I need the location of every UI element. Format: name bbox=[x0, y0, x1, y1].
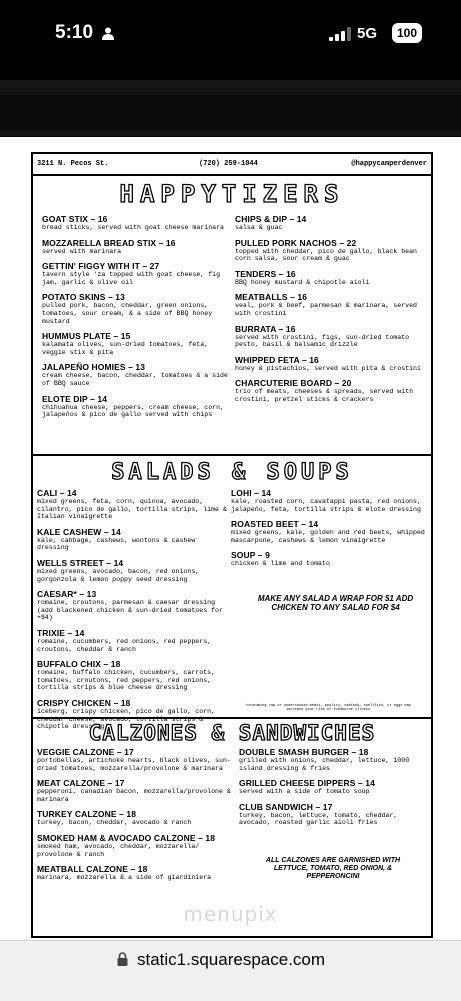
menu-item-name: DOUBLE SMASH BURGER – 18 bbox=[239, 747, 369, 757]
menu-item-name: ELOTE DIP – 14 bbox=[42, 393, 108, 404]
menu-item-name: TURKEY CALZONE – 18 bbox=[37, 809, 137, 820]
menu-item bbox=[37, 558, 229, 583]
menu-item-name: CHIPS & DIP – 14 bbox=[235, 214, 307, 224]
network-label: 5G bbox=[357, 25, 378, 42]
battery-icon: 100 bbox=[392, 23, 422, 43]
salads-section bbox=[33, 456, 431, 731]
menu-item bbox=[42, 292, 232, 325]
menu-item-description: bread sticks, served with goat cheese marinara bbox=[42, 224, 225, 231]
signal-icon bbox=[329, 27, 351, 41]
menu-item-description: marinara, mozzarella & a side of giardiniera bbox=[37, 874, 212, 882]
menu-item-name: SMOKED HAM & AVOCADO CALZONE – 18 bbox=[37, 832, 216, 843]
menu-item-description: trio of meats, cheeses & spreads, served with crostini, pretzel sticks & crackers bbox=[235, 388, 414, 403]
menu-item-name: GETTIN' FIGGY WITH IT – 27 bbox=[42, 261, 160, 272]
menu-item-name: JALAPEÑO HOMIES – 13 bbox=[42, 362, 146, 373]
menu-item-name: ROASTED BEET – 14 bbox=[231, 519, 319, 530]
menu-item bbox=[37, 589, 229, 622]
menu-item-name: POTATO SKINS – 13 bbox=[42, 292, 125, 303]
menu-item-description: salsa & guac bbox=[235, 224, 283, 231]
calzones-right-column bbox=[239, 747, 427, 833]
menu-item bbox=[235, 269, 425, 287]
social-handle: @happycamperdenver bbox=[351, 160, 427, 168]
happytizers-section bbox=[33, 174, 431, 456]
menu-item bbox=[239, 802, 427, 827]
menu-item-name: MEATBALL CALZONE – 18 bbox=[37, 864, 148, 875]
person-icon bbox=[102, 27, 114, 40]
menu-item-description: pulled pork, bacon, cheddar, green onions, tomatoes, sour cream, & a side of BBQ honey mustard bbox=[42, 302, 213, 325]
menu-item-name: CAESAR* – 13 bbox=[37, 589, 97, 600]
menu-item-description: turkey, bacon, lettuce, tomato, cheddar, avocado, roasted garlic aioli fries bbox=[239, 811, 398, 827]
menu-item-name: SOUP – 9 bbox=[231, 550, 270, 561]
menu-item-name: CLUB SANDWICH – 17 bbox=[239, 801, 333, 812]
dark-band bbox=[0, 95, 461, 130]
menu-item bbox=[239, 747, 427, 772]
menu-item-description: topped with cheddar, pico de gallo, black bean corn salsa, sour cream & guac bbox=[235, 247, 418, 263]
menu-item-description: served with crostini, figs, sun-dried tomato pesto, basil & balsamic drizzle bbox=[235, 333, 410, 349]
menu-item bbox=[37, 778, 231, 803]
menu-item-name: PULLED PORK NACHOS – 22 bbox=[235, 237, 357, 248]
menu-item bbox=[42, 331, 232, 356]
menu-item-description: veal, pork & beef, parmesan & marinara, served with crostini bbox=[235, 302, 418, 317]
menu-item bbox=[231, 550, 425, 568]
menu-item bbox=[37, 488, 229, 521]
menu-item-name: TENDERS – 16 bbox=[235, 268, 296, 279]
menu-card bbox=[31, 152, 433, 938]
menu-item bbox=[235, 378, 425, 403]
menu-item-name: CHARCUTERIE BOARD – 20 bbox=[235, 378, 352, 389]
menu-item bbox=[235, 355, 425, 373]
happytizers-right-column bbox=[235, 214, 425, 410]
menu-item-description: romaine, cucumbers, red onions, red peppers, croutons, cheddar & ranch bbox=[37, 637, 212, 653]
menu-item bbox=[42, 362, 232, 387]
menu-item-description: kale, roasted corn, cavatappi pasta, red onions, jalapeño, feta, tortilla strips & elote dressing bbox=[231, 498, 421, 513]
menu-item-description: mixed greens, avocado, bacon, red onions, gorgonzola & lemon poppy seed dressing bbox=[37, 567, 200, 583]
menu-item bbox=[37, 809, 231, 827]
menu-item-description: BBQ honey mustard & chipotle aioli bbox=[235, 278, 370, 286]
menu-item-name: MOZZARELLA BREAD STIX – 16 bbox=[42, 237, 176, 248]
menu-item-name: WELLS STREET – 14 bbox=[37, 557, 124, 568]
phone: (720) 259-1044 bbox=[199, 160, 258, 168]
menu-item-description: tavern style 'za topped with goat cheese, fig jam, garlic & olive oil bbox=[42, 271, 221, 286]
menu-item-description: chihuahua cheese, peppers, cream cheese, corn, jalapeños & pico de gallo served with chips bbox=[42, 403, 225, 419]
menu-item bbox=[37, 833, 231, 858]
menu-item-name: MEATBALLS – 16 bbox=[235, 292, 308, 303]
menu-header bbox=[33, 154, 431, 176]
menu-item-description: pepperoni, canadian bacon, mozzarella/provolone & marinara bbox=[37, 788, 231, 803]
menu-item-description: romaine, buffalo chicken, cucumbers, carrots, tomatoes, croutons, red peppers, red onions, tortilla strips & blue cheese dressing bbox=[37, 669, 216, 692]
section-title-happytizers: HAPPYTIZERS bbox=[119, 180, 345, 208]
menu-item-description: mixed greens, feta, corn, quinoa, avocado, cilantro, pico de gallo, tortilla strips, lime & Italian vinaigrette bbox=[37, 498, 227, 521]
watermark: menupix bbox=[183, 902, 278, 926]
menu-item bbox=[37, 628, 229, 653]
menu-item bbox=[42, 214, 232, 232]
menu-item-description: mixed greens, kale, golden and red beets, whipped mascarpone, cashews & lemon vinaigrette bbox=[231, 529, 425, 544]
menu-item bbox=[37, 527, 229, 552]
menu-item bbox=[235, 292, 425, 317]
menu-item bbox=[235, 238, 425, 263]
salads-left-column bbox=[37, 488, 229, 737]
menu-item-description: served with a side of tomato soup bbox=[239, 788, 370, 796]
status-time: 5:10 bbox=[55, 22, 94, 43]
calzone-promo: ALL CALZONES ARE GARNISHED WITH LETTUCE, TOMATO, RED ONION, & PEPPERONCINI bbox=[265, 857, 401, 880]
status-bar bbox=[0, 0, 461, 80]
menu-item bbox=[42, 394, 232, 419]
menu-item-description: grilled with onions, cheddar, lettuce, 1000 island dressing & fries bbox=[239, 757, 410, 772]
menu-item bbox=[37, 747, 231, 772]
menu-item bbox=[235, 324, 425, 349]
menu-item-description: iceberg, crispy chicken, pico de gallo, corn, cheddar cheese, avocado, tortilla strips & chipotle dressing bbox=[37, 707, 216, 731]
menu-item-name: TRIXIE – 14 bbox=[37, 627, 85, 638]
url-text[interactable]: static1.squarespace.com bbox=[137, 950, 326, 969]
menu-item bbox=[235, 214, 425, 232]
menu-item bbox=[239, 778, 427, 796]
menu-item-name: CRISPY CHICKEN – 18 bbox=[37, 697, 131, 708]
section-title-salads: SALADS & SOUPS bbox=[111, 460, 353, 485]
salad-promo: MAKE ANY SALAD A WRAP FOR $1 ADD CHICKEN TO ANY SALAD FOR $4 bbox=[257, 594, 414, 612]
menu-item-name: LOHI – 14 bbox=[231, 488, 272, 498]
menu-item-name: HUMMUS PLATE – 15 bbox=[42, 331, 131, 342]
address: 3211 N. Pecos St. bbox=[37, 160, 109, 168]
menu-item-description: smoked ham, avocado, cheddar, mozzarella/ provolone & ranch bbox=[37, 842, 200, 858]
calzones-left-column bbox=[37, 747, 231, 888]
menu-item-name: BURRATA – 16 bbox=[235, 323, 296, 334]
menu-item-description: cream cheese, bacon, cheddar, tomatoes & a side of BBQ sauce bbox=[42, 372, 228, 387]
menu-item-description: kale, cabbage, cashews, wontons & cashew dressing bbox=[37, 536, 196, 552]
menu-item bbox=[42, 261, 232, 286]
salads-right-column bbox=[231, 488, 425, 574]
section-title-calzones: CALZONES & SANDWICHES bbox=[88, 721, 376, 745]
menu-item-description: romaine, croutons, parmesan & caesar dressing (add blackened chicken & sun-dried tomatoes for +$4) bbox=[37, 599, 223, 622]
menu-item-name: GOAT STIX – 16 bbox=[42, 214, 108, 224]
menu-item bbox=[37, 659, 229, 692]
happytizers-left-column bbox=[42, 214, 232, 425]
menu-item-name: KALE CASHEW – 14 bbox=[37, 526, 121, 537]
menu-item-name: MEAT CALZONE – 17 bbox=[37, 778, 125, 789]
menu-item-name: VEGGIE CALZONE – 17 bbox=[37, 747, 134, 757]
menu-item-description: portobellas, artichoke hearts, black olives, sun-dried tomatoes, mozzarella/provolone & marinara bbox=[37, 757, 231, 772]
menu-item bbox=[231, 519, 425, 544]
menu-item-description: served with marinara bbox=[42, 247, 122, 255]
lock-icon bbox=[117, 952, 128, 966]
menu-item-description: honey & pistachios, served with pita & crostini bbox=[235, 364, 421, 372]
menu-item-description: chicken & lime and tomato bbox=[231, 560, 330, 568]
menu-item-name: GRILLED CHEESE DIPPERS – 14 bbox=[239, 778, 375, 789]
menu-item-description: kalamata olives, sun-dried tomatoes, feta, veggie stix & pita bbox=[42, 341, 209, 356]
menu-item bbox=[231, 488, 425, 513]
menu-item bbox=[42, 238, 232, 256]
menu-item bbox=[37, 864, 231, 882]
consumption-note: *consuming raw or undercooked meats, poultry, seafood, shellfish, or eggs may increase your risk of foodborne illness bbox=[244, 704, 412, 713]
menu-item-name: BUFFALO CHIX – 18 bbox=[37, 659, 121, 670]
menu-item-description: turkey, bacon, cheddar, avocado & ranch bbox=[37, 819, 192, 827]
menu-item-name: WHIPPED FETA – 16 bbox=[235, 354, 319, 365]
menu-item-name: CALI – 14 bbox=[37, 488, 77, 498]
